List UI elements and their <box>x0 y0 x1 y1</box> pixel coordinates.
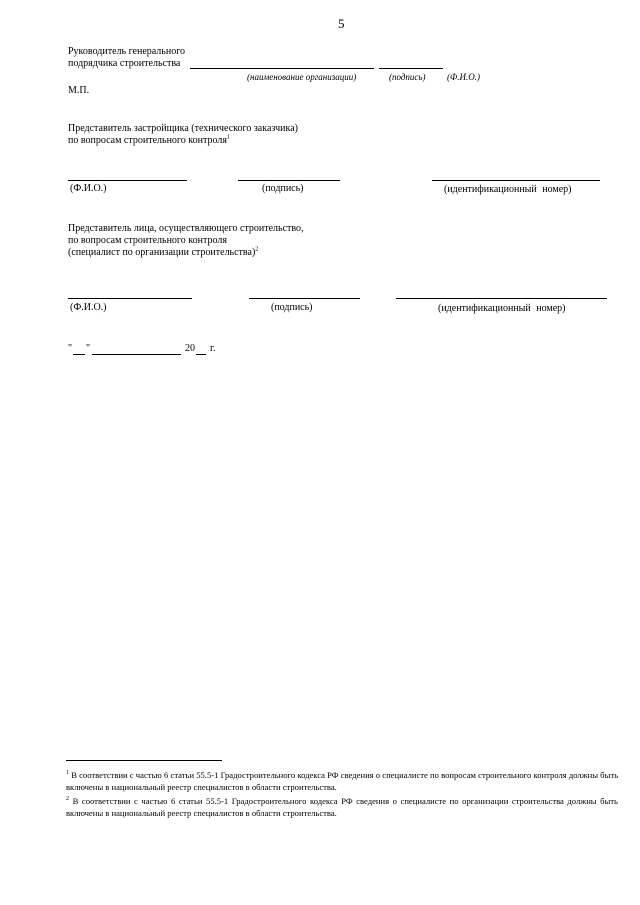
footnote-ref-1: 1 <box>226 134 230 141</box>
org-name-caption: (наименование организации) <box>247 72 357 82</box>
developer-fio-caption: (Ф.И.О.) <box>70 183 107 194</box>
contractor-title-line2: подрядчика строительства <box>68 58 181 69</box>
footnote-2-text: В соответствии с частью 6 статьи 55.5-1 Градостроительного кодекса РФ сведения о специалисте по организации строительства должны быть включены в национальный реестр специалистов в области строительства. <box>66 796 618 818</box>
org-name-field[interactable] <box>190 68 374 69</box>
developer-signature-caption: (подпись) <box>262 183 304 194</box>
contractor-signature-field[interactable] <box>379 68 443 69</box>
date-quote-close: " <box>86 343 91 354</box>
builder-id-field[interactable] <box>396 298 607 299</box>
developer-signature-field[interactable] <box>238 180 340 181</box>
contractor-fio-caption: (Ф.И.О.) <box>447 72 480 82</box>
contractor-title-line1: Руководитель генерального <box>68 46 186 57</box>
footnote-separator <box>66 760 222 761</box>
builder-rep-line3 <box>68 247 258 258</box>
developer-id-field[interactable] <box>432 180 600 181</box>
footnote-1 <box>66 769 618 793</box>
date-year-field[interactable] <box>196 354 206 355</box>
builder-rep-line3-text: (специалист по организации строительства) <box>68 247 256 258</box>
date-year-suffix: г. <box>210 343 216 354</box>
developer-id-caption: (идентификационный номер) <box>444 184 572 195</box>
footnote-2 <box>66 795 618 819</box>
footnote-2-num: 2 <box>66 796 69 803</box>
date-quote-open: " <box>68 343 73 354</box>
developer-rep-line1: Представитель застройщика (технического заказчика) <box>68 123 298 134</box>
builder-id-caption: (идентификационный номер) <box>438 303 566 314</box>
builder-signature-caption: (подпись) <box>271 302 313 313</box>
builder-rep-line1: Представитель лица, осуществляющего строительство, <box>68 223 304 234</box>
footnote-ref-2: 2 <box>255 246 259 253</box>
builder-signature-field[interactable] <box>249 298 360 299</box>
builder-fio-field[interactable] <box>68 298 192 299</box>
footnote-1-num: 1 <box>66 770 69 777</box>
stamp-label: М.П. <box>68 85 90 96</box>
date-year-prefix: 20 <box>185 343 195 354</box>
contractor-signature-caption: (подпись) <box>389 72 426 82</box>
date-day-field[interactable] <box>73 354 85 355</box>
builder-fio-caption: (Ф.И.О.) <box>70 302 107 313</box>
developer-fio-field[interactable] <box>68 180 187 181</box>
developer-rep-line2-text: по вопросам строительного контроля <box>68 135 227 146</box>
date-month-field[interactable] <box>92 354 181 355</box>
developer-rep-line2 <box>68 135 230 146</box>
page-number: 5 <box>338 16 345 31</box>
builder-rep-line2: по вопросам строительного контроля <box>68 235 227 246</box>
footnote-1-text: В соответствии с частью 6 статьи 55.5-1 Градостроительного кодекса РФ сведения о специалисте по вопросам строительного контроля должны быть включены в национальный реестр специалистов в области строительства. <box>66 770 619 792</box>
